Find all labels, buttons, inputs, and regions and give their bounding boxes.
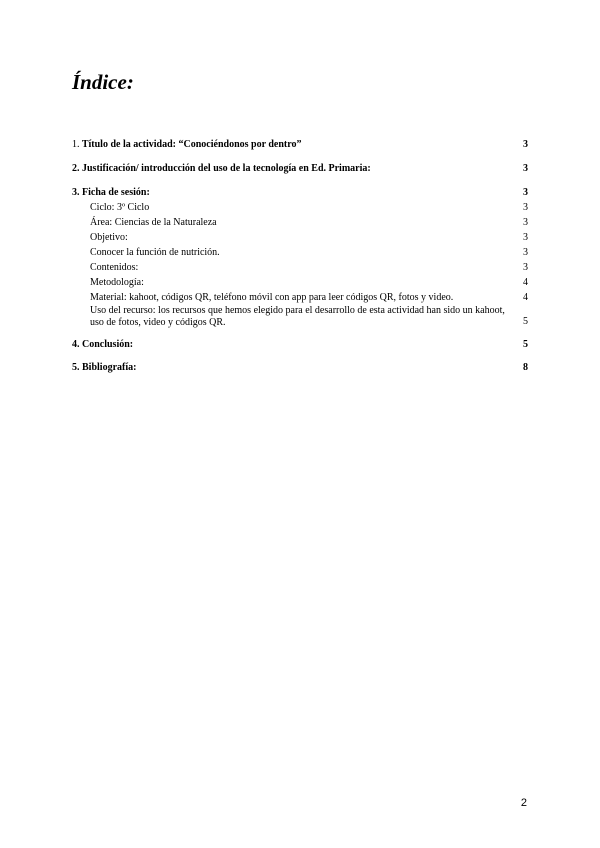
toc-entry-label: Uso del recurso: los recursos que hemos elegido para el desarrollo de esta actividad han sido un kahoot, uso de fotos, video y códigos QR. xyxy=(90,305,505,328)
toc-entry-uso-recurso[interactable] xyxy=(72,305,528,329)
toc-entry-bibliografia[interactable] xyxy=(72,360,528,375)
toc-entry-conclusion[interactable] xyxy=(72,337,528,352)
toc-entry-number: 2. xyxy=(72,163,80,174)
toc-entry-label: Justificación/ introducción del uso de la tecnología en Ed. Primaria: xyxy=(82,163,371,174)
toc-entry-label: Objetivo: xyxy=(90,232,128,243)
toc-entry-page: 5 xyxy=(523,316,528,327)
toc-entry-label: Bibliografía: xyxy=(82,362,137,373)
toc-entry-page: 4 xyxy=(523,277,528,288)
toc-entry-objetivo[interactable] xyxy=(72,230,528,245)
toc-entry-page: 3 xyxy=(523,232,528,243)
toc-entry-page: 4 xyxy=(523,292,528,303)
toc-entry-page: 3 xyxy=(523,163,528,174)
toc-entry-label: Ciclo: 3º Ciclo xyxy=(90,202,150,213)
toc-entry-label: Conclusión: xyxy=(82,339,134,350)
toc-entry-label: Ficha de sesión: xyxy=(82,187,150,198)
toc-entry-ciclo[interactable] xyxy=(72,200,528,215)
toc-entry-number: 4. xyxy=(72,339,80,350)
toc-entry-page: 3 xyxy=(523,202,528,213)
toc-entry-label: Título de la actividad: “Conociéndonos por dentro” xyxy=(81,139,302,150)
toc-entry-contenidos[interactable] xyxy=(72,260,528,275)
toc-entry-number: 5. xyxy=(72,362,80,373)
toc-entry-number: 1. xyxy=(72,139,80,150)
toc-entry-page: 3 xyxy=(523,139,528,150)
toc-entry-page: 3 xyxy=(523,262,528,273)
toc-entry-area[interactable] xyxy=(72,215,528,230)
toc-entry-titulo[interactable] xyxy=(72,137,528,152)
page-title: Índice: xyxy=(72,70,134,94)
toc-entry-page: 5 xyxy=(523,339,528,350)
toc-entry-ficha[interactable] xyxy=(72,185,528,200)
toc-entry-justificacion[interactable] xyxy=(72,161,528,176)
toc-entry-page: 8 xyxy=(523,362,528,373)
toc-entry-material[interactable] xyxy=(72,290,528,305)
toc-entry-page: 3 xyxy=(523,247,528,258)
toc-entry-funcion-nutricion[interactable] xyxy=(72,245,528,260)
toc-entry-number: 3. xyxy=(72,187,80,198)
toc-entry-label: Material: kahoot, códigos QR, teléfono móvil con app para leer códigos QR, fotos y video. xyxy=(90,292,454,303)
toc-entry-page: 3 xyxy=(523,217,528,228)
toc-entry-label: Conocer la función de nutrición. xyxy=(90,247,220,258)
toc-entry-metodologia[interactable] xyxy=(72,275,528,290)
toc-entry-label: Metodología: xyxy=(90,277,144,288)
toc-entry-label: Contenidos: xyxy=(90,262,139,273)
toc-entry-page: 3 xyxy=(523,187,528,198)
page-number: 2 xyxy=(520,797,527,809)
table-of-contents xyxy=(72,137,528,375)
toc-entry-label: Área: Ciencias de la Naturaleza xyxy=(90,217,217,228)
